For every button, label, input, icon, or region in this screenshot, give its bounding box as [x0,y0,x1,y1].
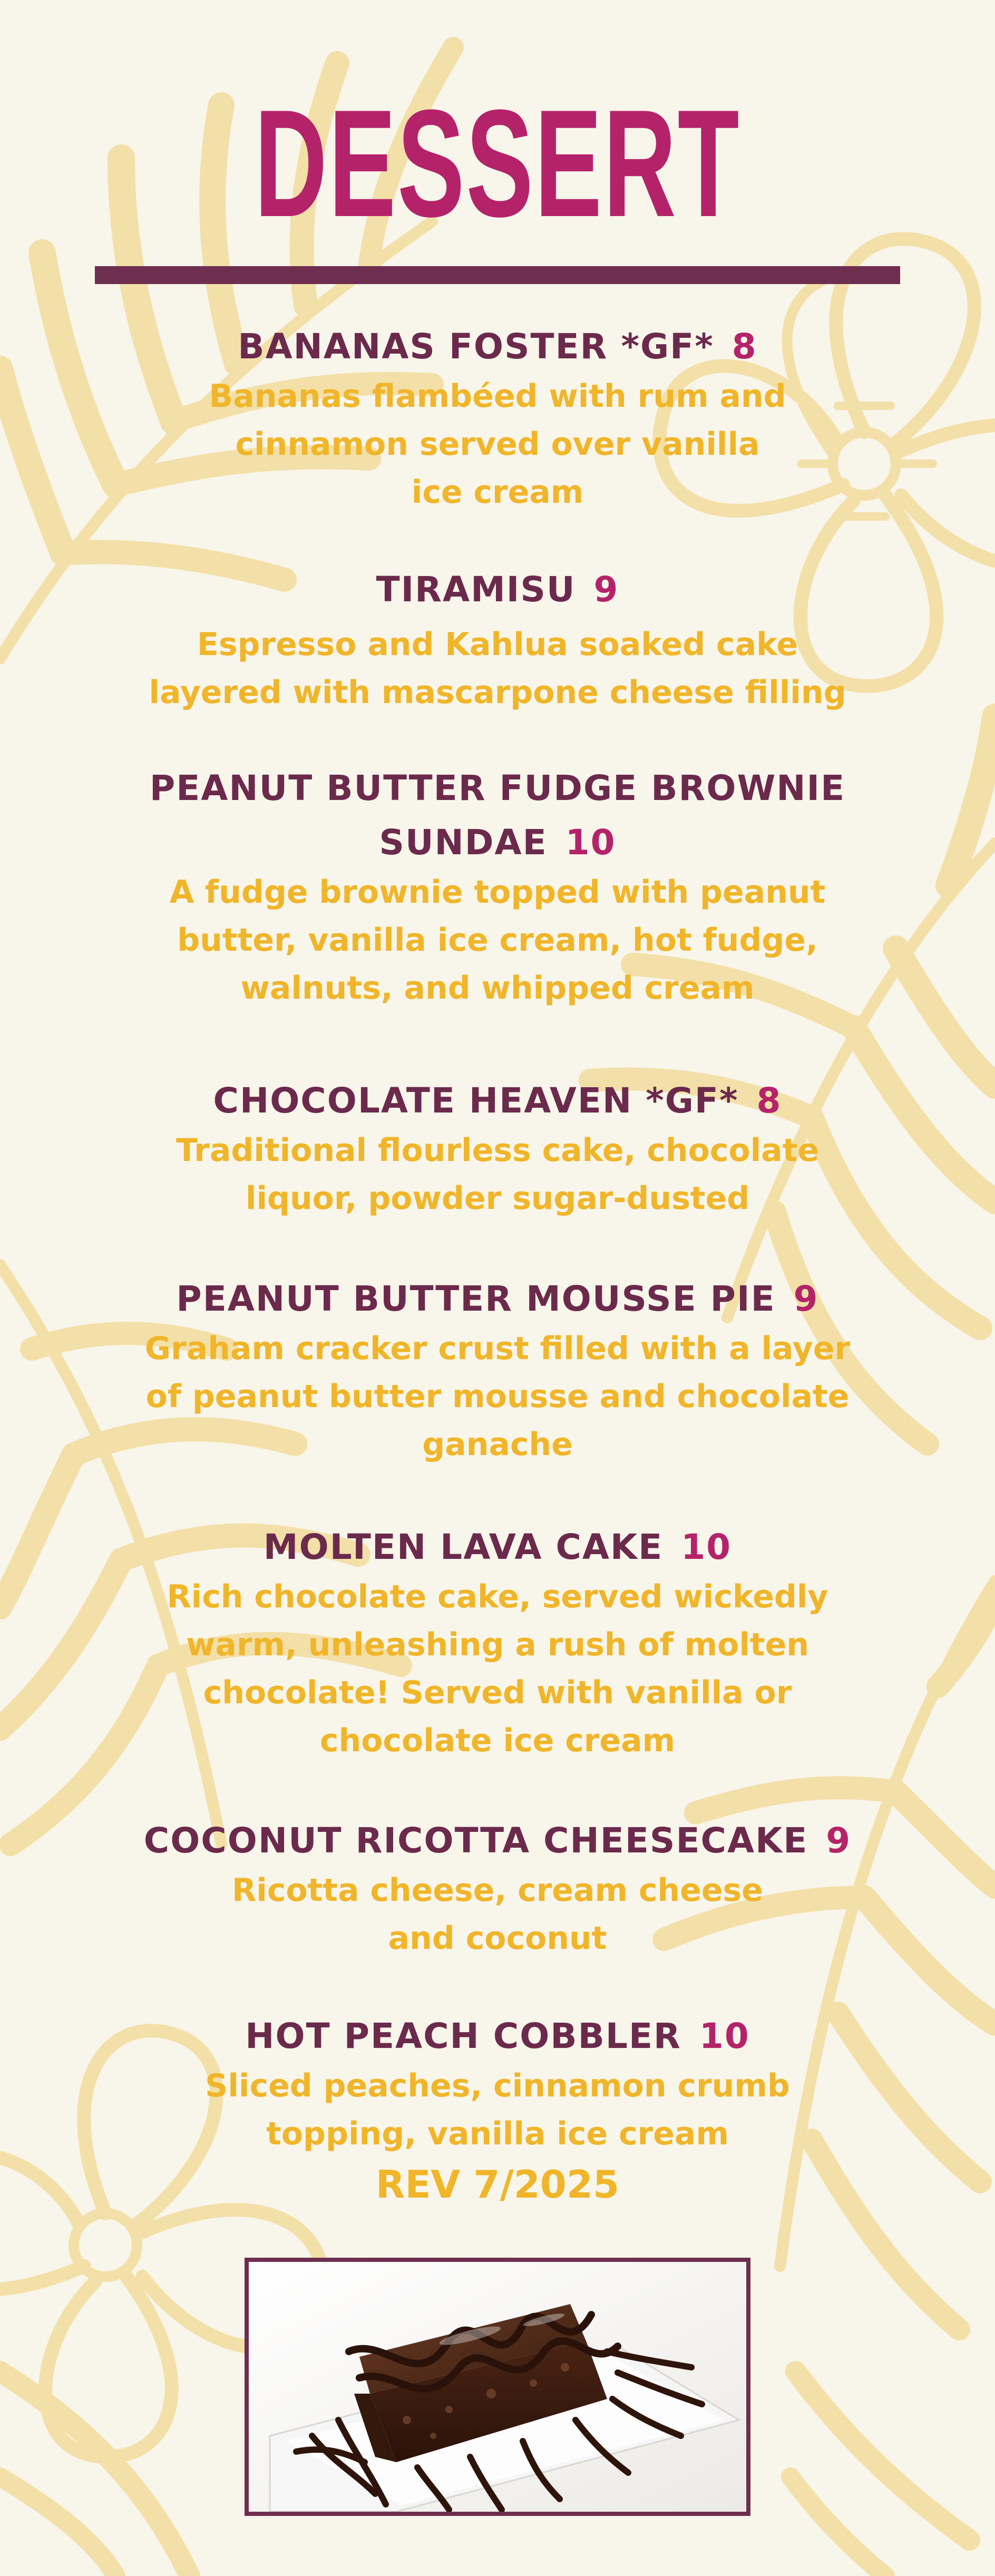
description-line: cinnamon served over vanilla [235,426,760,463]
menu-item [79,321,916,516]
description-line: liquor, powder sugar-dusted [245,1180,750,1217]
item-name-line [79,2011,916,2062]
description-line: walnuts, and whipped cream [240,970,755,1007]
item-name-line [79,1815,916,1867]
item-price: 10 [681,1527,732,1567]
item-description [79,373,916,516]
description-line: warm, unleashing a rush of molten [186,1626,809,1663]
description-line: chocolate! Served with vanilla or [203,1674,792,1711]
item-description [79,1325,916,1469]
description-line: Rich chocolate cake, served wickedly [167,1578,828,1615]
item-price: 10 [565,822,616,863]
item-description [79,869,916,1012]
description-line: of peanut butter mousse and chocolate [145,1378,850,1415]
description-line: butter, vanilla ice cream, hot fudge, [177,922,818,959]
menu-item [79,1075,916,1223]
item-name: MOLTEN LAVA CAKE [263,1527,664,1567]
item-description [79,1127,916,1223]
item-description [79,621,916,717]
description-line: A fudge brownie topped with peanut [169,874,826,911]
revision-date: REV 7/2025 [375,2162,620,2207]
item-price: 9 [593,569,619,610]
description-line: Traditional flourless cake, chocolate [175,1132,820,1169]
item-name-continued: SUNDAE [379,822,548,863]
description-line: Sliced peaches, cinnamon crumb [205,2067,790,2104]
item-price: 8 [756,1080,782,1121]
description-line: layered with mascarpone cheese filling [149,674,846,711]
item-name: COCONUT RICOTTA CHEESECAKE [143,1820,808,1861]
brownie-with-chocolate-drizzle-photo [249,2262,746,2512]
description-line: ganache [422,1426,573,1463]
item-price: 10 [699,2016,750,2056]
description-line: Bananas flambéed with rum and [209,378,786,415]
description-line: and coconut [388,1920,607,1957]
item-price: 9 [826,1820,852,1861]
menu-item [79,564,916,717]
item-price: 9 [793,1279,819,1319]
menu-item [79,2011,916,2158]
item-name-line [79,763,916,869]
description-line: Ricotta cheese, cream cheese [232,1872,763,1909]
item-name: HOT PEACH COBBLER [245,2016,681,2056]
menu-item [79,1815,916,1963]
brownie-photo [245,2258,750,2516]
item-description [79,2062,916,2158]
item-name-line [79,1273,916,1325]
item-name-line [79,321,916,373]
item-name: CHOCOLATE HEAVEN *GF* [213,1080,739,1121]
description-line: ice cream [411,474,584,511]
title-divider [95,266,900,284]
item-name: PEANUT BUTTER FUDGE BROWNIE [149,768,846,808]
description-line: Graham cracker crust filled with a layer [144,1330,851,1367]
item-name-line [79,1075,916,1127]
menu-item [79,1521,916,1765]
menu-item [79,1273,916,1469]
item-price: 8 [731,326,757,367]
page-title: DESSERT [254,78,741,249]
item-name-line [79,564,916,616]
item-name: TIRAMISU [376,569,576,610]
item-name-line [79,1521,916,1573]
item-name: BANANAS FOSTER *GF* [238,326,714,367]
item-description [79,1573,916,1765]
description-line: topping, vanilla ice cream [266,2115,729,2152]
description-line: chocolate ice cream [319,1722,676,1759]
menu-item [79,763,916,1012]
description-line: Espresso and Kahlua soaked cake [197,626,798,663]
item-description [79,1867,916,1963]
item-name: PEANUT BUTTER MOUSSE PIE [176,1279,776,1319]
